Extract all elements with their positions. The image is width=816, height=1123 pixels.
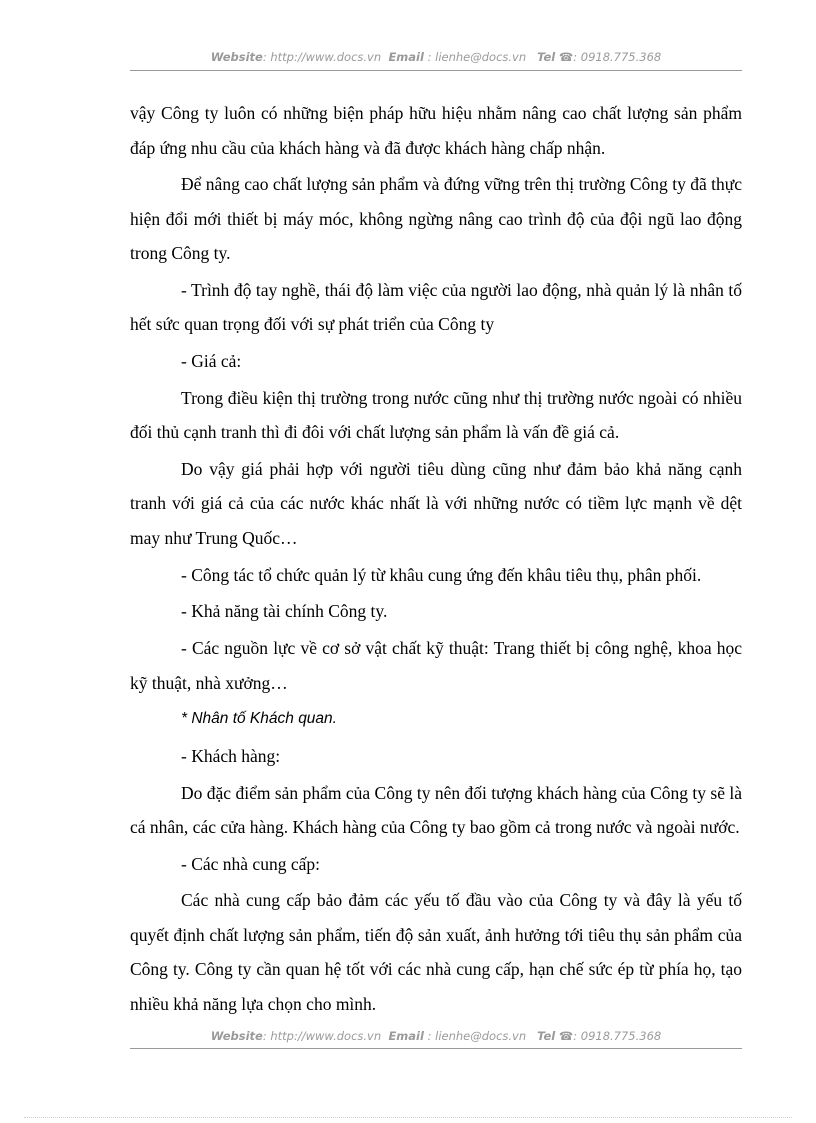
- footer-website-link[interactable]: : http://www.docs.vn: [262, 1029, 382, 1043]
- footer-website-label: Website: [210, 1029, 263, 1043]
- phone-icon: ☎: [558, 50, 574, 64]
- paragraph-5: Trong điều kiện thị trường trong nước cũng như thị trường nước ngoài có nhiều đối thủ cạnh tranh thì đi đôi với chất lượng sản phẩm là vấn đề giá cả.: [130, 387, 742, 443]
- paragraph-3: - Trình độ tay nghề, thái độ làm việc của người lao động, nhà quản lý là nhân tố hết sức quan trọng đối với sự phát triển của Công ty: [130, 279, 742, 335]
- paragraph-8: - Khả năng tài chính Công ty.: [181, 601, 388, 622]
- footer-email-label: Email: [388, 1029, 424, 1043]
- footer-email-link[interactable]: : lienhe@docs.vn: [427, 1029, 527, 1043]
- paragraph-13: - Các nhà cung cấp:: [181, 853, 320, 874]
- header-email-label: Email: [388, 50, 424, 64]
- footer-divider: [130, 1048, 742, 1049]
- page-footer: [130, 1029, 742, 1043]
- header-website-link[interactable]: : http://www.docs.vn: [262, 50, 382, 64]
- paragraph-12: Do đặc điểm sản phẩm của Công ty nên đối tượng khách hàng của Công ty sẽ là cá nhân, các cửa hàng. Khách hàng của Công ty bao gồm cả trong nước và ngoài nước.: [130, 782, 742, 838]
- section-heading-objective-factors: * Nhân tố Khách quan.: [181, 710, 337, 728]
- page-edge-dots: [24, 1117, 792, 1118]
- paragraph-6: Do vậy giá phải hợp với người tiêu dùng cũng như đảm bảo khả năng cạnh tranh với giá cả của các nước khác nhất là với những nước có tiềm lực mạnh về dệt may như Trung Quốc…: [130, 458, 742, 548]
- paragraph-11: - Khách hàng:: [181, 745, 281, 766]
- header-divider: [130, 70, 742, 71]
- page-header: [130, 50, 742, 64]
- document-body: [130, 96, 742, 1024]
- header-email-link[interactable]: : lienhe@docs.vn: [427, 50, 527, 64]
- header-website-label: Website: [210, 50, 263, 64]
- paragraph-1: vậy Công ty luôn có những biện pháp hữu hiệu nhằm nâng cao chất lượng sản phẩm đáp ứng nhu cầu của khách hàng và đã được khách hàng chấp nhận.: [130, 103, 742, 158]
- paragraph-7: - Công tác tổ chức quản lý từ khâu cung ứng đến khâu tiêu thụ, phân phối.: [181, 564, 702, 585]
- paragraph-4: - Giá cả:: [181, 351, 242, 372]
- paragraph-9: - Các nguồn lực về cơ sở vật chất kỹ thuật: Trang thiết bị công nghệ, khoa học kỹ thuật, nhà xưởng…: [130, 638, 742, 693]
- footer-tel-value: : 0918.775.368: [573, 1029, 662, 1043]
- paragraph-14: Các nhà cung cấp bảo đảm các yếu tố đầu vào của Công ty và đây là yếu tố quyết định chất lượng sản phẩm, tiến độ sản xuất, ảnh hưởng tới tiêu thụ sản phẩm của Công ty. Công ty cần quan hệ tốt với các nhà cung cấp, hạn chế sức ép từ phía họ, tạo nhiều khả năng lựa chọn cho mình.: [130, 890, 742, 1014]
- phone-icon: ☎: [558, 1029, 574, 1043]
- footer-tel-label: Tel: [537, 1029, 556, 1043]
- header-tel-value: : 0918.775.368: [573, 50, 662, 64]
- paragraph-2: Để nâng cao chất lượng sản phẩm và đứng vững trên thị trường Công ty đã thực hiện đổi mới thiết bị máy móc, không ngừng nâng cao trình độ của đội ngũ lao động trong Công ty.: [130, 174, 742, 264]
- header-tel-label: Tel: [537, 50, 556, 64]
